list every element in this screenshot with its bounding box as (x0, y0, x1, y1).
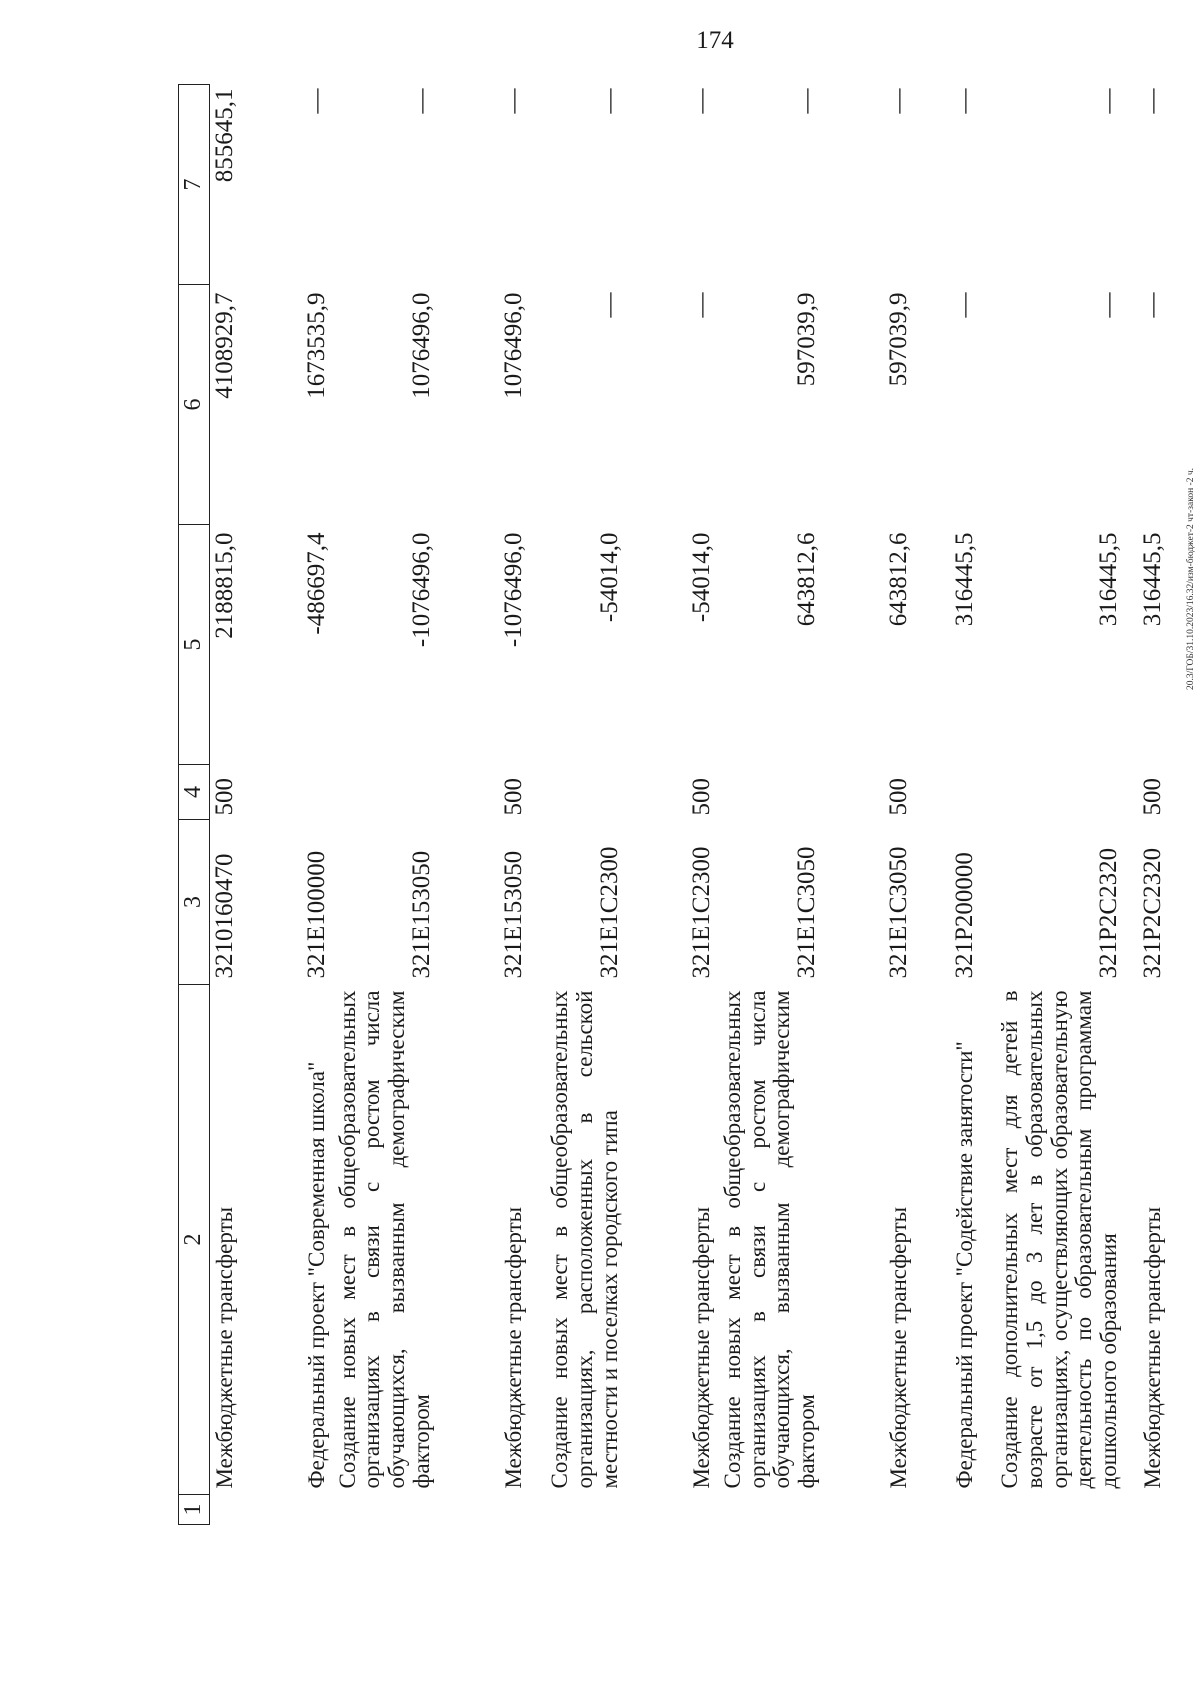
cell-c6: — (1139, 292, 1167, 318)
cell-c5: 2188815,0 (210, 532, 238, 639)
cell-c3: 321E153050 (407, 850, 435, 979)
cell-c6: 597039,9 (885, 292, 913, 387)
table-body (210, 85, 1173, 1525)
table-row (984, 85, 1128, 1525)
cell-c3: 321E153050 (499, 850, 527, 979)
table-row (629, 85, 721, 1525)
cell-c5: -54014,0 (687, 532, 715, 623)
cell-c1 (721, 1495, 826, 1525)
table-row (244, 85, 336, 1525)
cell-c7: — (499, 88, 527, 114)
cell-c3: 321E100000 (302, 850, 330, 979)
cell-c5: 643812,6 (885, 532, 913, 627)
cell-c2: Федеральный проект "Современная школа" (303, 1061, 329, 1489)
cell-c2: Создание новых мест в общеобразовательных организациях в связи с ростом числа обучающихся, вызванным демографическим фактором (719, 990, 820, 1489)
budget-table (178, 84, 1172, 1525)
cell-c1 (441, 1495, 533, 1525)
cell-c2: Создание дополнительных мест для детей в возрасте от 1,5 до 3 лет в образовательных организациях, осуществляющих образовательную деятельность по образовательным программам дошкольного образования (996, 990, 1122, 1489)
cell-c1 (336, 1495, 441, 1525)
column-header: 7 (179, 85, 210, 285)
table-row (441, 85, 533, 1525)
cell-c4: 500 (499, 778, 527, 816)
cell-c2: Межбюджетные трансферты (1140, 1206, 1166, 1489)
table-row (533, 85, 629, 1525)
cell-c1 (629, 1495, 721, 1525)
table-row (918, 85, 984, 1525)
cell-c5: 316445,5 (1139, 532, 1167, 627)
cell-c1 (533, 1495, 629, 1525)
cell-c7: — (885, 88, 913, 114)
cell-c2: Создание новых мест в общеобразовательных организациях, расположенных в сельской местности и поселках городского типа (547, 990, 622, 1489)
cell-c5: -1076496,0 (407, 532, 435, 648)
column-header: 6 (179, 285, 210, 525)
cell-c5: -486697,4 (302, 532, 330, 635)
cell-c7: — (1139, 88, 1167, 114)
cell-c6: 1673535,9 (302, 292, 330, 399)
cell-c4 (533, 765, 629, 820)
cell-c7: — (793, 88, 821, 114)
column-header: 5 (179, 525, 210, 765)
cell-c2: Создание новых мест в общеобразовательных организациях в связи с ростом числа обучающихся, вызванным демографическим фактором (334, 990, 434, 1489)
table-header-row (179, 85, 210, 1525)
column-header: 3 (179, 820, 210, 985)
cell-c6: — (687, 292, 715, 318)
column-header: 1 (179, 1495, 210, 1525)
document-footer-text: 20.3/ГОБ/31.10.2023/16.32/изм-бюджет-2 чт-закон -2 ч. (1186, 468, 1196, 690)
cell-c7: — (595, 88, 623, 114)
cell-c7: — (1095, 88, 1123, 114)
cell-c4 (984, 765, 1128, 820)
cell-c4: 500 (210, 778, 238, 816)
column-header: 2 (179, 985, 210, 1495)
cell-c4: 500 (885, 778, 913, 816)
page-number: 174 (696, 27, 734, 54)
column-header: 4 (179, 765, 210, 820)
table-row (721, 85, 826, 1525)
table-row (336, 85, 441, 1525)
cell-c6: — (1095, 292, 1123, 318)
cell-c4: 500 (1139, 778, 1167, 816)
table-row (826, 85, 918, 1525)
cell-c4 (244, 765, 336, 820)
cell-c2: Межбюджетные трансферты (211, 1206, 237, 1489)
cell-c2: Межбюджетные трансферты (688, 1206, 714, 1489)
cell-c6: — (951, 292, 979, 318)
cell-c5: -1076496,0 (499, 532, 527, 648)
cell-c3: 321P2C2320 (1139, 847, 1167, 979)
cell-c2: Межбюджетные трансферты (500, 1206, 526, 1489)
cell-c1 (918, 1495, 984, 1525)
cell-c6: 597039,9 (793, 292, 821, 387)
cell-c4 (721, 765, 826, 820)
cell-c7: — (687, 88, 715, 114)
cell-c1 (1128, 1495, 1172, 1525)
cell-c2: Межбюджетные трансферты (886, 1206, 912, 1489)
cell-c7: — (407, 88, 435, 114)
cell-c3: 321P200000 (951, 852, 979, 979)
cell-c7: — (302, 88, 330, 114)
rotated-table-area (178, 85, 1178, 1525)
cell-c4 (918, 765, 984, 820)
cell-c4 (336, 765, 441, 820)
cell-c1 (210, 1495, 244, 1525)
cell-c5: 316445,5 (1095, 532, 1123, 627)
cell-c7: — (951, 88, 979, 114)
cell-c7: 855645,1 (210, 88, 238, 183)
cell-c3: 321E1C2300 (595, 846, 623, 979)
cell-c4: 500 (687, 778, 715, 816)
table-row (210, 85, 244, 1525)
cell-c1 (826, 1495, 918, 1525)
cell-c6: 1076496,0 (407, 292, 435, 399)
cell-c2: Федеральный проект "Содействие занятости" (952, 1041, 978, 1489)
cell-c3: 321P2C2320 (1095, 847, 1123, 979)
cell-c6: — (595, 292, 623, 318)
cell-c5: 643812,6 (793, 532, 821, 627)
cell-c1 (984, 1495, 1128, 1525)
cell-c6: 4108929,7 (210, 292, 238, 399)
cell-c6: 1076496,0 (499, 292, 527, 399)
cell-c3: 321E1C3050 (793, 846, 821, 979)
table-row (1128, 85, 1172, 1525)
cell-c3: 3210160470 (210, 853, 238, 979)
cell-c5: 316445,5 (951, 532, 979, 627)
cell-c3: 321E1C2300 (687, 846, 715, 979)
cell-c1 (244, 1495, 336, 1525)
cell-c5: -54014,0 (595, 532, 623, 623)
cell-c3: 321E1C3050 (885, 846, 913, 979)
